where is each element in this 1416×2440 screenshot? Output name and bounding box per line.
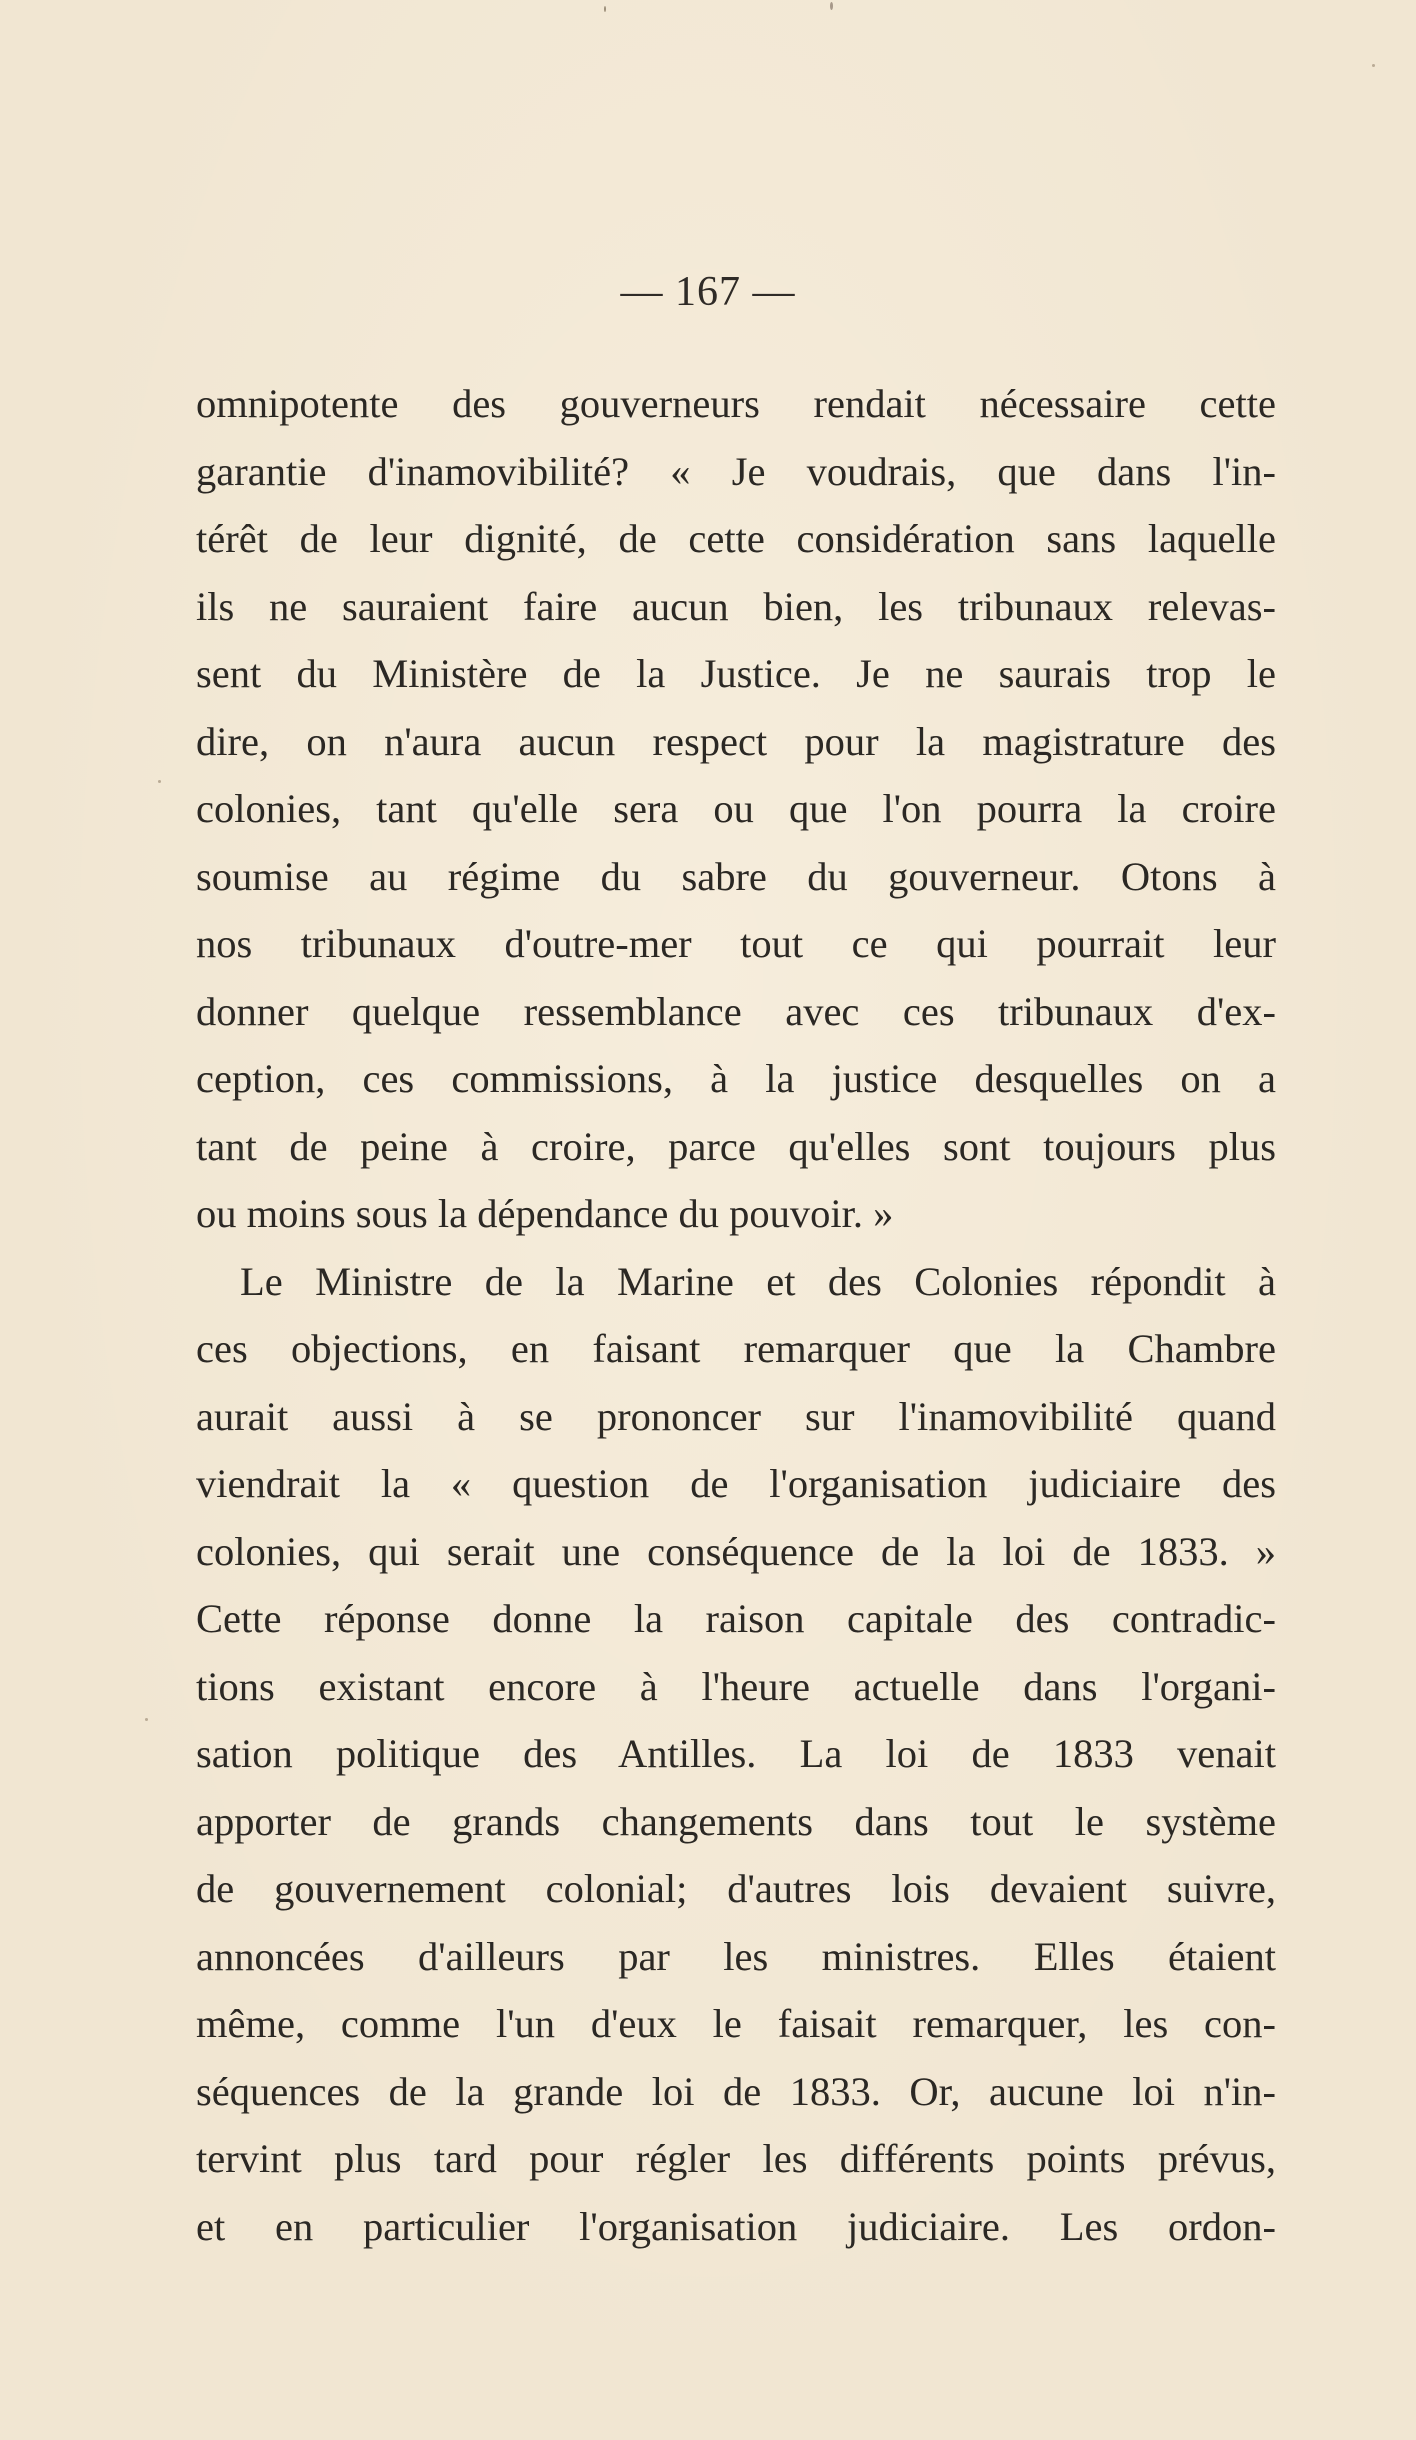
text-line: nos tribunaux d'outre-mer tout ce qui pourrait leur — [196, 921, 1276, 966]
paper-speck — [158, 780, 161, 783]
text-line: colonies, qui serait une conséquence de la loi de 1833. » — [196, 1528, 1276, 1574]
paper-speck — [830, 2, 833, 10]
paper-speck — [604, 6, 606, 12]
text-line: omnipotente des gouverneurs rendait nécessaire cette — [196, 381, 1276, 426]
text-line: soumise au régime du sabre du gouverneur. Otons à — [196, 853, 1276, 899]
text-line: colonies, tant qu'elle sera ou que l'on pourra la croire — [196, 786, 1276, 831]
text-line: ces objections, en faisant remarquer que la Chambre — [196, 1326, 1276, 1371]
text-line: ception, ces commissions, à la justice desquelles on a — [196, 1056, 1276, 1101]
text-line: térêt de leur dignité, de cette considération sans laquelle — [196, 516, 1276, 561]
text-line: ou moins sous la dépendance du pouvoir. » — [196, 1191, 894, 1236]
text-line: sent du Ministère de la Justice. Je ne saurais trop le — [196, 651, 1276, 696]
text-line: même, comme l'un d'eux le faisait remarquer, les con- — [196, 2001, 1276, 2046]
paper-speck — [1372, 64, 1375, 67]
text-line: annoncées d'ailleurs par les ministres. Elles étaient — [196, 1933, 1276, 1979]
text-line: dire, on n'aura aucun respect pour la magistrature des — [196, 718, 1276, 764]
text-line: garantie d'inamovibilité? « Je voudrais, que dans l'in- — [196, 448, 1276, 494]
body-text — [196, 370, 1276, 2260]
text-line: et en particulier l'organisation judiciaire. Les ordon- — [196, 2203, 1276, 2249]
text-line: Le Ministre de la Marine et des Colonies répondit à — [240, 1258, 1276, 1304]
text-line: apporter de grands changements dans tout le système — [196, 1798, 1276, 1844]
paper-speck — [145, 1718, 148, 1721]
text-line: séquences de la grande loi de 1833. Or, aucune loi n'in- — [196, 2068, 1276, 2114]
text-line: sation politique des Antilles. La loi de 1833 venait — [196, 1731, 1276, 1776]
text-line: tervint plus tard pour régler les différents points prévus, — [196, 2136, 1276, 2181]
text-line: tant de peine à croire, parce qu'elles sont toujours plus — [196, 1123, 1276, 1169]
text-line: tions existant encore à l'heure actuelle dans l'organi- — [196, 1663, 1276, 1709]
page-number: — 167 — — [620, 269, 796, 315]
text-line: de gouvernement colonial; d'autres lois devaient suivre, — [196, 1866, 1276, 1911]
text-line: aurait aussi à se prononcer sur l'inamovibilité quand — [196, 1393, 1276, 1439]
text-line: ils ne sauraient faire aucun bien, les tribunaux relevas- — [196, 583, 1276, 629]
text-line: Cette réponse donne la raison capitale des contradic- — [196, 1596, 1276, 1641]
text-line: donner quelque ressemblance avec ces tribunaux d'ex- — [196, 988, 1276, 1034]
text-line: viendrait la « question de l'organisation judiciaire des — [196, 1461, 1276, 1506]
